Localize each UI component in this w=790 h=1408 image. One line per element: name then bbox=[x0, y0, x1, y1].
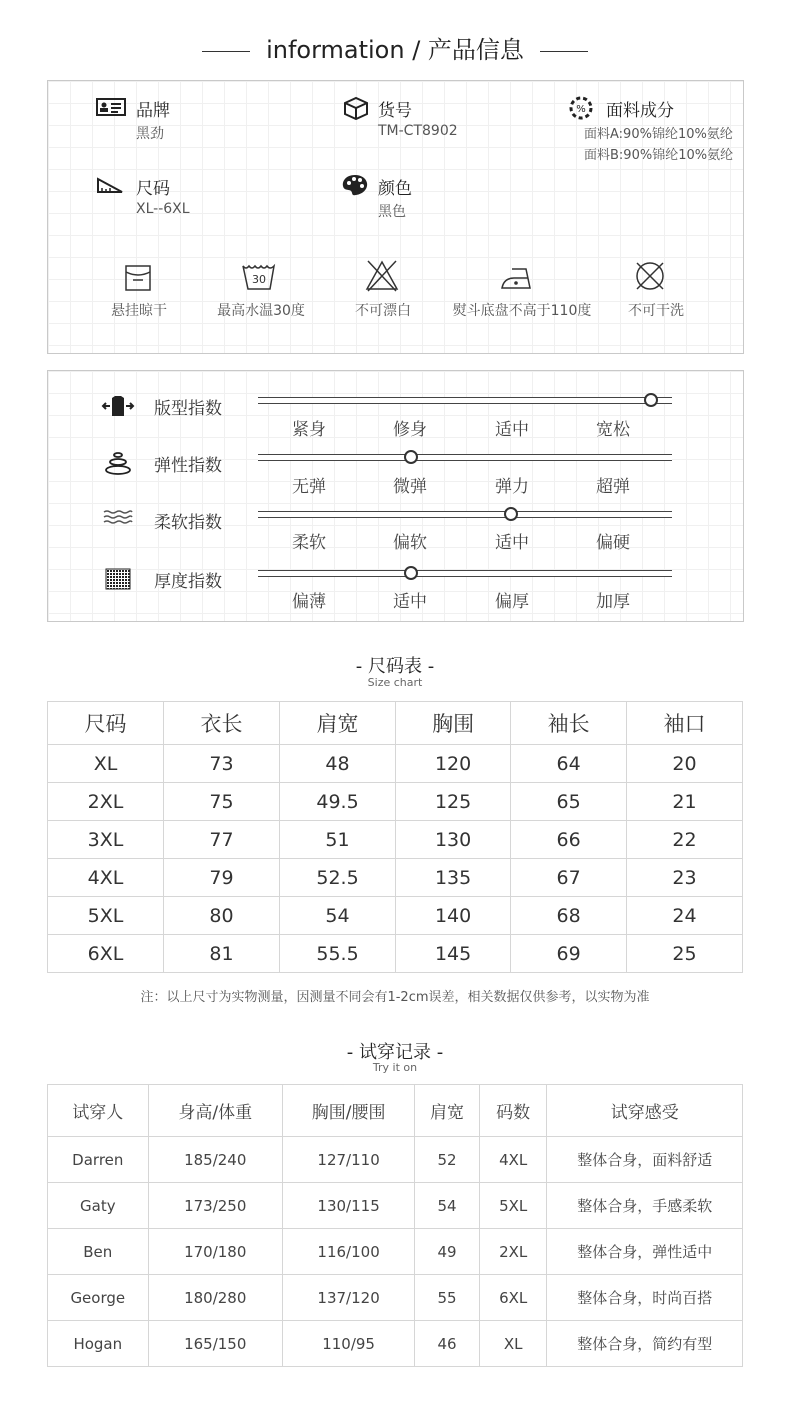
elastic-tick: 超弹 bbox=[596, 477, 630, 497]
size-label: 尺码 bbox=[136, 179, 170, 199]
table-cell: 6XL bbox=[48, 935, 164, 973]
table-cell: 49 bbox=[415, 1229, 480, 1275]
index-label-soft: 柔软指数 bbox=[154, 513, 222, 533]
size-chart-table bbox=[47, 701, 743, 973]
table-row bbox=[48, 935, 743, 973]
table-cell: 3XL bbox=[48, 821, 164, 859]
table-cell: 170/180 bbox=[148, 1229, 282, 1275]
percent-icon bbox=[568, 95, 594, 121]
care-text-no-dry-clean: 不可干洗 bbox=[628, 303, 684, 319]
soft-slider-knob bbox=[504, 507, 518, 521]
table-cell: 81 bbox=[164, 935, 280, 973]
table-row bbox=[48, 745, 743, 783]
table-cell: 整体合身，手感柔软 bbox=[547, 1183, 743, 1229]
table-cell: 4XL bbox=[48, 859, 164, 897]
table-row bbox=[48, 1183, 743, 1229]
thick-tick: 加厚 bbox=[596, 592, 630, 612]
divider bbox=[202, 51, 250, 52]
try-on-subtitle: Try it on bbox=[372, 1061, 418, 1074]
table-cell: 75 bbox=[164, 783, 280, 821]
table-row bbox=[48, 821, 743, 859]
elastic-tick: 弹力 bbox=[495, 477, 529, 497]
table-cell: 51 bbox=[279, 821, 395, 859]
column-header: 肩宽 bbox=[415, 1085, 480, 1137]
fabric-value-b: 面料B:90%锦纶10%氨纶 bbox=[584, 148, 734, 163]
table-cell: Gaty bbox=[48, 1183, 149, 1229]
column-header: 试穿感受 bbox=[547, 1085, 743, 1137]
table-cell: 52 bbox=[415, 1137, 480, 1183]
table-cell: 21 bbox=[627, 783, 743, 821]
ruler-icon bbox=[96, 176, 124, 194]
page-title-text: information / 产品信息 bbox=[266, 36, 524, 64]
table-row bbox=[48, 1229, 743, 1275]
try-on-table bbox=[47, 1084, 743, 1367]
fit-slider bbox=[258, 397, 672, 404]
table-cell: 137/120 bbox=[282, 1275, 414, 1321]
table-cell: 80 bbox=[164, 897, 280, 935]
table-cell: 54 bbox=[415, 1183, 480, 1229]
no-dry-clean-icon bbox=[633, 259, 667, 293]
table-cell: 48 bbox=[279, 745, 395, 783]
brand-label: 品牌 bbox=[136, 101, 170, 121]
fit-tick: 紧身 bbox=[292, 420, 326, 440]
table-cell: 46 bbox=[415, 1321, 480, 1367]
table-cell: 22 bbox=[627, 821, 743, 859]
palette-icon bbox=[341, 173, 369, 197]
hang-dry-icon bbox=[124, 264, 152, 292]
table-row bbox=[48, 1321, 743, 1367]
table-cell: 64 bbox=[511, 745, 627, 783]
size-value: XL--6XL bbox=[136, 201, 190, 217]
box-icon bbox=[343, 96, 369, 120]
table-row bbox=[48, 783, 743, 821]
table-cell: 66 bbox=[511, 821, 627, 859]
sku-value: TM-CT8902 bbox=[378, 123, 458, 139]
column-header: 码数 bbox=[479, 1085, 547, 1137]
table-cell: 整体合身，弹性适中 bbox=[547, 1229, 743, 1275]
table-cell: 5XL bbox=[48, 897, 164, 935]
table-header-row bbox=[48, 702, 743, 745]
brand-value: 黑劲 bbox=[136, 126, 164, 142]
table-cell: 2XL bbox=[479, 1229, 547, 1275]
table-cell: 135 bbox=[396, 859, 511, 897]
table-cell: 130 bbox=[396, 821, 511, 859]
table-row bbox=[48, 897, 743, 935]
table-cell: 23 bbox=[627, 859, 743, 897]
divider bbox=[540, 51, 588, 52]
fit-tick: 适中 bbox=[495, 420, 529, 440]
wash-temp-badge: 30 bbox=[252, 273, 266, 286]
id-card-icon bbox=[96, 98, 126, 116]
table-cell: 整体合身，时尚百搭 bbox=[547, 1275, 743, 1321]
table-cell: 49.5 bbox=[279, 783, 395, 821]
soft-tick: 偏软 bbox=[393, 533, 427, 553]
thick-tick: 适中 bbox=[393, 592, 427, 612]
table-row bbox=[48, 1137, 743, 1183]
care-text-no-bleach: 不可漂白 bbox=[355, 303, 411, 319]
table-cell: 55.5 bbox=[279, 935, 395, 973]
table-cell: 69 bbox=[511, 935, 627, 973]
table-cell: 120 bbox=[396, 745, 511, 783]
column-header: 衣长 bbox=[164, 702, 280, 745]
table-cell: 20 bbox=[627, 745, 743, 783]
table-cell: 54 bbox=[279, 897, 395, 935]
size-chart-subtitle: Size chart bbox=[367, 676, 423, 689]
table-cell: George bbox=[48, 1275, 149, 1321]
wave-icon bbox=[102, 509, 134, 527]
soft-slider bbox=[258, 511, 672, 518]
elastic-tick: 微弹 bbox=[393, 477, 427, 497]
table-cell: 125 bbox=[396, 783, 511, 821]
thick-slider-knob bbox=[404, 566, 418, 580]
table-cell: 4XL bbox=[479, 1137, 547, 1183]
table-header-row bbox=[48, 1085, 743, 1137]
table-cell: XL bbox=[48, 745, 164, 783]
index-label-thick: 厚度指数 bbox=[154, 572, 222, 592]
table-cell: 173/250 bbox=[148, 1183, 282, 1229]
column-header: 袖长 bbox=[511, 702, 627, 745]
table-cell: 127/110 bbox=[282, 1137, 414, 1183]
column-header: 身高/体重 bbox=[148, 1085, 282, 1137]
thick-tick: 偏薄 bbox=[292, 592, 326, 612]
iron-icon bbox=[500, 266, 534, 292]
elastic-tick: 无弹 bbox=[292, 477, 326, 497]
table-cell: 180/280 bbox=[148, 1275, 282, 1321]
thick-slider bbox=[258, 570, 672, 577]
sku-label: 货号 bbox=[378, 101, 412, 121]
table-cell: 6XL bbox=[479, 1275, 547, 1321]
table-cell: 68 bbox=[511, 897, 627, 935]
table-cell: XL bbox=[479, 1321, 547, 1367]
table-cell: 145 bbox=[396, 935, 511, 973]
svg-text:%: % bbox=[576, 104, 586, 115]
table-cell: 67 bbox=[511, 859, 627, 897]
table-cell: 165/150 bbox=[148, 1321, 282, 1367]
info-panel bbox=[47, 80, 744, 354]
fabric-label: 面料成分 bbox=[606, 101, 674, 121]
index-label-elastic: 弹性指数 bbox=[154, 456, 222, 476]
table-cell: 77 bbox=[164, 821, 280, 859]
soft-tick: 柔软 bbox=[292, 533, 326, 553]
table-cell: 24 bbox=[627, 897, 743, 935]
elastic-slider-knob bbox=[404, 450, 418, 464]
fit-tick: 修身 bbox=[393, 420, 427, 440]
care-text-hang-dry: 悬挂晾干 bbox=[111, 303, 167, 319]
fit-icon bbox=[101, 394, 135, 418]
table-cell: 52.5 bbox=[279, 859, 395, 897]
fabric-value-a: 面料A:90%锦纶10%氨纶 bbox=[584, 127, 733, 142]
thick-tick: 偏厚 bbox=[495, 592, 529, 612]
page-title bbox=[0, 30, 790, 65]
table-cell: 79 bbox=[164, 859, 280, 897]
table-row bbox=[48, 859, 743, 897]
wash-30-icon bbox=[241, 263, 277, 291]
table-cell: Hogan bbox=[48, 1321, 149, 1367]
table-cell: 25 bbox=[627, 935, 743, 973]
care-text-wash-30: 最高水温30度 bbox=[217, 303, 305, 319]
care-text-iron: 熨斗底盘不高于110度 bbox=[452, 303, 592, 319]
table-cell: 65 bbox=[511, 783, 627, 821]
column-header: 肩宽 bbox=[279, 702, 395, 745]
table-cell: 185/240 bbox=[148, 1137, 282, 1183]
table-cell: 110/95 bbox=[282, 1321, 414, 1367]
column-header: 胸围 bbox=[396, 702, 511, 745]
table-row bbox=[48, 1275, 743, 1321]
table-cell: 73 bbox=[164, 745, 280, 783]
table-cell: 2XL bbox=[48, 783, 164, 821]
try-on-title: - 试穿记录 - bbox=[346, 1042, 444, 1063]
table-cell: 140 bbox=[396, 897, 511, 935]
table-cell: 5XL bbox=[479, 1183, 547, 1229]
color-label: 颜色 bbox=[378, 179, 412, 199]
soft-tick: 适中 bbox=[495, 533, 529, 553]
column-header: 试穿人 bbox=[48, 1085, 149, 1137]
table-cell: 55 bbox=[415, 1275, 480, 1321]
elastic-slider bbox=[258, 454, 672, 461]
index-label-fit: 版型指数 bbox=[154, 399, 222, 419]
no-bleach-icon bbox=[364, 259, 400, 293]
color-value: 黑色 bbox=[378, 204, 406, 220]
table-cell: 130/115 bbox=[282, 1183, 414, 1229]
column-header: 胸围/腰围 bbox=[282, 1085, 414, 1137]
spring-icon bbox=[103, 449, 133, 477]
size-chart-note: 注：以上尺寸为实物测量，因测量不同会有1-2cm误差，相关数据仅供参考，以实物为准 bbox=[140, 990, 650, 1005]
table-cell: Ben bbox=[48, 1229, 149, 1275]
fit-tick: 宽松 bbox=[596, 420, 630, 440]
soft-tick: 偏硬 bbox=[596, 533, 630, 553]
table-cell: Darren bbox=[48, 1137, 149, 1183]
size-chart-title: - 尺码表 - bbox=[355, 656, 435, 677]
column-header: 袖口 bbox=[627, 702, 743, 745]
table-cell: 整体合身，简约有型 bbox=[547, 1321, 743, 1367]
table-cell: 整体合身，面料舒适 bbox=[547, 1137, 743, 1183]
column-header: 尺码 bbox=[48, 702, 164, 745]
index-panel bbox=[47, 370, 744, 622]
fit-slider-knob bbox=[644, 393, 658, 407]
table-cell: 116/100 bbox=[282, 1229, 414, 1275]
thick-icon bbox=[104, 567, 132, 591]
